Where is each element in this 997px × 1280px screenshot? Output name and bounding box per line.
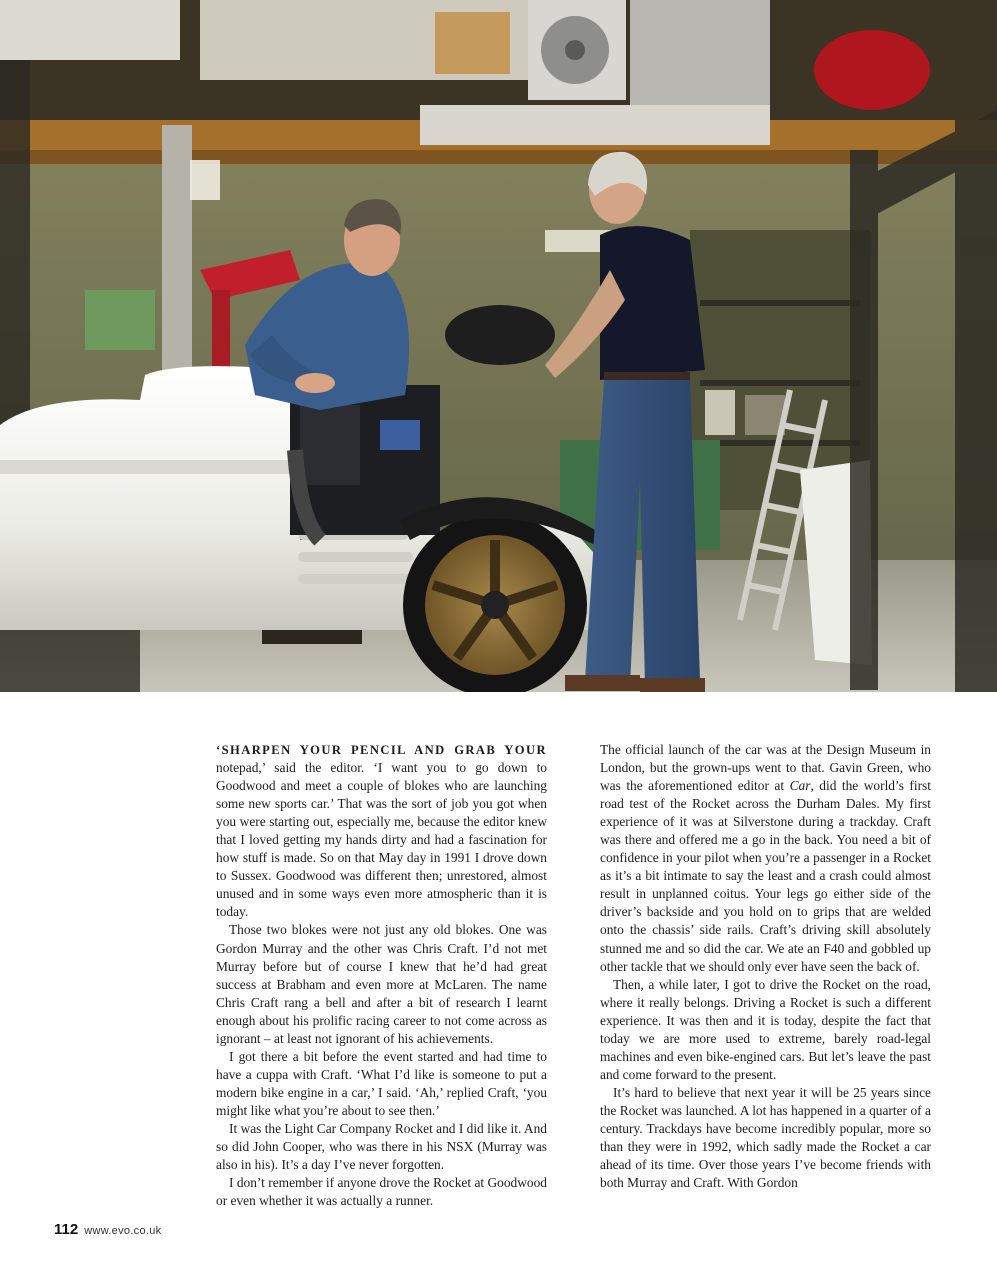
article-paragraph: Then, a while later, I got to drive the Rocket on the road, where it really belongs. Driving a Rocket is such a different experience. It was then and it is today, despite the fact that today we are more used to extreme, barely road-legal machines and even bike-engined cars. But let’s leave the past and come forward to the present. xyxy=(600,976,931,1082)
article-paragraph: I don’t remember if anyone drove the Rocket at Goodwood or even whether it was actually a runner. xyxy=(216,1175,547,1209)
article-paragraph: It’s hard to believe that next year it will be 25 years since the Rocket was launched. A lot has happened in a quarter of a century. Trackdays have become incredibly popular, more so than they were in 1992, which sadly made the Rocket a car ahead of its time. Over those years I’ve become friends with both Murray and Craft. With Gordon xyxy=(600,1084,931,1191)
article-paragraph: It was the Light Car Company Rocket and I did like it. And so did John Cooper, who was there in his NSX (Murray was also in his). It’s a day I’ve never forgotten. xyxy=(216,1120,547,1173)
article-paragraph xyxy=(600,741,931,976)
magazine-title-italic: Car xyxy=(789,778,811,794)
article-paragraph: Those two blokes were not just any old blokes. One was Gordon Murray and the other was Chris Craft. I’d not met Murray before but of course I knew that he’d had great success at Brabham and even more at McLaren. The name Chris Craft rang a bell and after a bit of research I learnt enough about his prolific racing career to not come across as ignorant – at least not ignorant of his achievements. xyxy=(216,922,547,1046)
page-folio xyxy=(54,1221,161,1238)
paragraph-text: , did the world’s first road test of the Rocket across the Durham Dales. My first experience of it was at Silverstone during a trackday. Craft was there and offered me a go in the back. You need a bit of confidence in your pilot when you’re a passenger in a Rocket as it’s a bit intimate to say the least and a crash could almost result in unplanned coitus. Your legs go either side of the driver’s backside and you hold on to grips that are welded onto the chassis’ side rails. Craft’s driving skill absolutely stunned me and so did the car. We ate an F40 and gobbled up other tackle that we should only ever have seen the back of. xyxy=(600,778,931,974)
article-paragraph: I got there a bit before the event started and had time to have a cuppa with Craft. ‘What I’d like is someone to put a modern bike engine in a car,’ I said. ‘Ah,’ replied Craft, ‘you might like what you’re about to see then.’ xyxy=(216,1048,547,1118)
article-column-left xyxy=(216,741,547,1210)
website-url: www.evo.co.uk xyxy=(84,1225,162,1237)
paragraph-text: notepad,’ said the editor. ‘I want you to go down to Goodwood and meet a couple of blokes who are launching some new sports car.’ That was the sort of job you got when you were starting out, especially me, because the editor knew that I loved getting my hands dirty and had a fascination for how stuff is made. So on that May day in 1991 I drove down to Sussex. Goodwood was different then; unrestored, almost unused and in some ways even more atmospheric than it is today. xyxy=(216,760,547,920)
lead-in-caps: ‘SHARPEN YOUR PENCIL AND GRAB YOUR xyxy=(216,743,547,757)
article-column-right xyxy=(600,741,931,1192)
paragraph-text: The official launch of the car was at the Design Museum in London, but the grown-ups went to that. Gavin Green, who was the aforementioned editor at xyxy=(600,742,931,794)
page-number: 112 xyxy=(54,1221,79,1238)
article-paragraph xyxy=(216,741,547,921)
